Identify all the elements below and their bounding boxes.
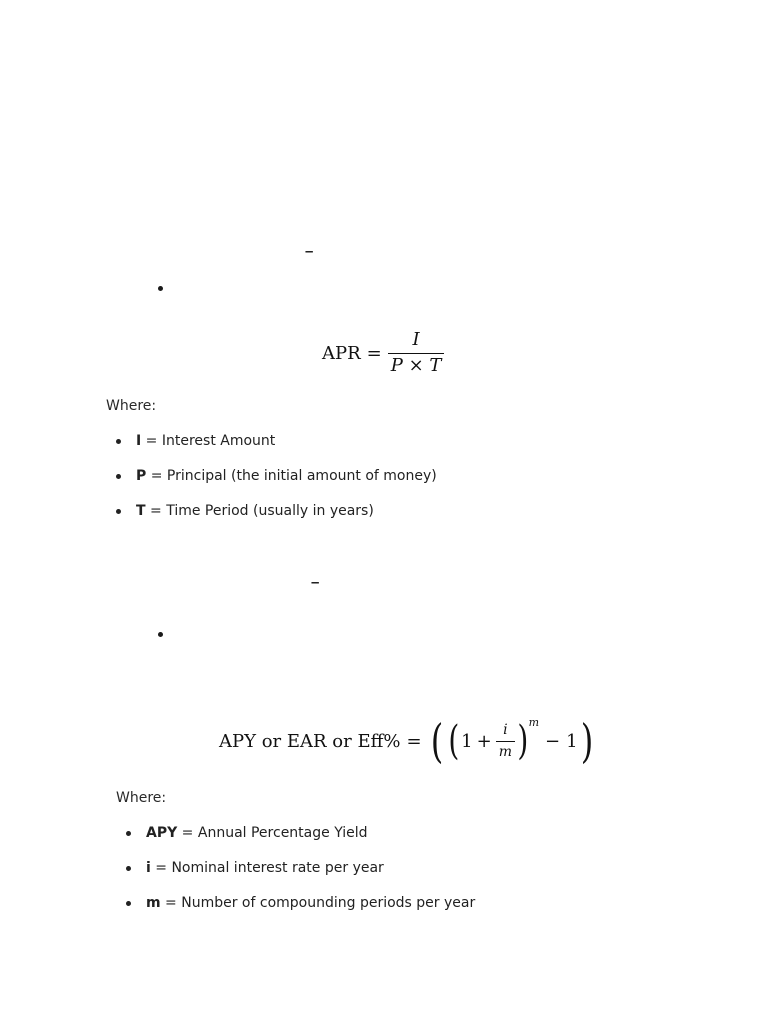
list-item xyxy=(126,858,475,878)
apy-where-label: Where: xyxy=(116,790,167,806)
definition-text: Interest Amount xyxy=(161,433,276,449)
list-item xyxy=(116,466,437,486)
stray-dash: – xyxy=(311,574,320,591)
apr-formula-denominator: P × T xyxy=(390,354,442,376)
apy-formula-numerator: i xyxy=(503,722,508,739)
bullet-icon xyxy=(126,901,131,906)
apr-formula-fraction xyxy=(388,330,445,376)
apy-formula-one-end: 1 xyxy=(566,730,578,752)
stray-bullet xyxy=(158,632,163,637)
list-item xyxy=(126,893,475,913)
apr-definitions-list xyxy=(116,431,437,536)
apy-formula-equals: = xyxy=(406,730,422,752)
apy-definitions-list xyxy=(126,823,475,928)
definition-term: m xyxy=(146,895,161,911)
list-item xyxy=(116,431,437,451)
definition-term: I xyxy=(136,433,142,449)
fraction-bar xyxy=(388,353,445,354)
definition-text: Annual Percentage Yield xyxy=(197,825,368,841)
definition-separator: = xyxy=(141,433,162,449)
definition-text: Time Period (usually in years) xyxy=(166,503,374,519)
outer-paren-close: ) xyxy=(580,714,593,768)
apy-formula-lhs: APY or EAR or Eff% xyxy=(219,730,401,752)
apy-formula-denominator: m xyxy=(498,743,512,760)
definition-term: P xyxy=(136,468,147,484)
apr-where-label: Where: xyxy=(106,398,157,414)
apr-formula-lhs: APR xyxy=(322,342,361,364)
bullet-icon xyxy=(126,831,131,836)
definition-separator: = xyxy=(160,895,182,911)
bullet-icon xyxy=(126,866,131,871)
definition-text: Principal (the initial amount of money) xyxy=(166,468,437,484)
bullet-icon xyxy=(116,439,121,444)
apy-formula-one: 1 xyxy=(461,730,473,752)
definition-term: T xyxy=(136,503,146,519)
definition-separator: = xyxy=(146,468,167,484)
inner-paren-close: ) xyxy=(517,718,529,764)
fraction-bar xyxy=(496,741,515,742)
inner-paren-open: ( xyxy=(447,718,459,764)
definition-term: APY xyxy=(146,825,178,841)
apy-formula-plus: + xyxy=(476,730,492,752)
apy-formula-minus: − xyxy=(545,730,561,752)
stray-dash: – xyxy=(305,243,314,260)
definition-separator: = xyxy=(177,825,198,841)
outer-paren-open: ( xyxy=(430,714,443,768)
list-item xyxy=(126,823,475,843)
list-item xyxy=(116,501,437,521)
apr-formula-numerator: I xyxy=(412,329,420,350)
definition-separator: = xyxy=(150,860,172,876)
apr-formula-equals: = xyxy=(366,342,382,364)
apy-formula xyxy=(219,714,596,768)
apy-formula-exponent: m xyxy=(528,716,540,729)
apr-formula xyxy=(322,330,444,376)
definition-text: Number of compounding periods per year xyxy=(181,895,476,911)
definition-text: Nominal interest rate per year xyxy=(171,860,384,876)
stray-bullet xyxy=(158,286,163,291)
bullet-icon xyxy=(116,509,121,514)
definition-separator: = xyxy=(145,503,167,519)
apy-formula-fraction xyxy=(496,722,515,759)
definition-term: i xyxy=(146,860,151,876)
bullet-icon xyxy=(116,474,121,479)
